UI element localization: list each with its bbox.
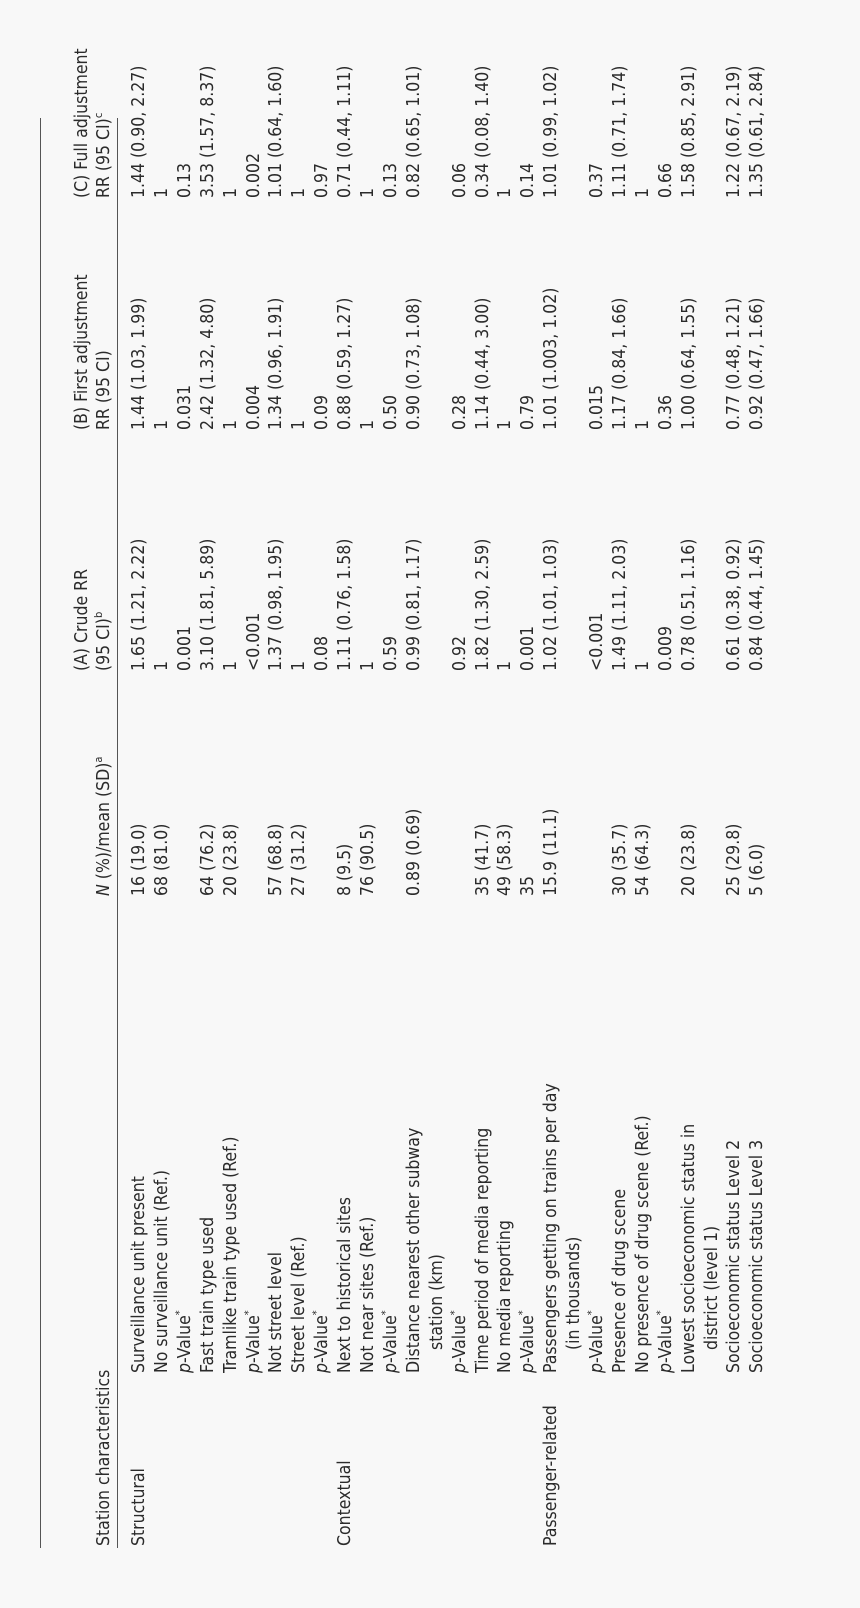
n-value: 8 (9.5) xyxy=(335,843,356,896)
n-value: 30 (35.7) xyxy=(609,823,630,896)
table-row xyxy=(494,0,516,1608)
n-value: 25 (29.8) xyxy=(724,823,745,896)
n-value: 5 (6.0) xyxy=(747,843,768,896)
pvalue-rest: -Value xyxy=(449,1315,470,1363)
first-adjustment-value: 0.36 xyxy=(655,394,676,430)
crude-rr-value: 0.92 xyxy=(449,635,470,671)
pvalue-star: * xyxy=(310,1310,324,1316)
crude-rr-value: 0.78 (0.51, 1.16) xyxy=(678,538,699,671)
crude-rr-value: 1 xyxy=(495,660,516,671)
full-adjustment-value: 1.01 (0.99, 1.02) xyxy=(541,65,562,198)
pvalue-star: * xyxy=(585,1310,599,1316)
row-label: Lowest socioeconomic status in xyxy=(678,1123,699,1373)
row-label: (in thousands) xyxy=(564,1236,585,1350)
header-first-line1: (B) First adjustment xyxy=(72,274,92,430)
header-crude-sup: b xyxy=(92,611,106,619)
crude-rr-value: 0.84 (0.44, 1.45) xyxy=(747,538,768,671)
first-adjustment-value: 1 xyxy=(495,419,516,430)
first-adjustment-value: 1 xyxy=(358,419,378,430)
crude-rr-value: 1.37 (0.98, 1.95) xyxy=(266,538,287,671)
table-row xyxy=(151,0,173,1608)
row-label: Not street level xyxy=(266,1251,287,1373)
pvalue-label xyxy=(449,1310,471,1373)
row-label: district (level 1) xyxy=(701,1225,722,1350)
full-adjustment-value: 1.35 (0.61, 2.84) xyxy=(747,65,768,198)
crude-rr-value: <0.001 xyxy=(243,612,264,671)
row-label: Presence of drug scene xyxy=(609,1188,630,1373)
first-adjustment-value: 1.00 (0.64, 1.55) xyxy=(678,297,699,430)
header-crude-line2 xyxy=(93,569,115,671)
pvalue-label xyxy=(655,1310,677,1373)
table-row xyxy=(632,0,654,1608)
n-value: 68 (81.0) xyxy=(151,823,172,896)
full-adjustment-value: 1.22 (0.67, 2.19) xyxy=(724,65,745,198)
header-n-sup: a xyxy=(92,756,106,763)
full-adjustment-value: 1.44 (0.90, 2.27) xyxy=(129,65,149,198)
row-label: Passengers getting on trains per day xyxy=(541,1083,562,1373)
pvalue-star: * xyxy=(653,1310,667,1316)
crude-rr-value: 0.61 (0.38, 0.92) xyxy=(724,538,745,671)
first-adjustment-value: 0.004 xyxy=(243,384,264,430)
full-adjustment-value: 0.37 xyxy=(587,162,607,198)
pvalue-rest: -Value xyxy=(518,1315,539,1363)
pvalue-star: * xyxy=(172,1310,186,1316)
header-first-line2: RR (95 CI) xyxy=(94,350,114,430)
first-adjustment-value: 0.015 xyxy=(587,384,607,430)
row-label: Time period of media reporting xyxy=(472,1127,493,1373)
table-row xyxy=(357,0,379,1608)
pvalue-p: p xyxy=(312,1363,333,1373)
header-station-characteristics: Station characteristics xyxy=(94,1369,114,1546)
full-adjustment-value: 1.01 (0.64, 1.60) xyxy=(266,65,287,198)
header-rule xyxy=(117,118,118,1548)
row-label: No presence of drug scene (Ref.) xyxy=(632,1115,653,1373)
crude-rr-value: 1 xyxy=(289,660,310,671)
n-value: 35 (41.7) xyxy=(472,823,493,896)
pvalue-p: p xyxy=(587,1363,607,1373)
crude-rr-value: 1 xyxy=(632,660,653,671)
table-row xyxy=(563,0,585,1608)
n-value: 49 (58.3) xyxy=(495,823,516,896)
n-value: 0.89 (0.69) xyxy=(403,808,424,896)
n-value: 15.9 (11.1) xyxy=(541,808,562,896)
table-row xyxy=(128,0,150,1608)
full-adjustment-value: 0.82 (0.65, 1.01) xyxy=(403,65,424,198)
first-adjustment-value: 1.34 (0.96, 1.91) xyxy=(266,297,287,430)
crude-rr-value: 1 xyxy=(151,660,172,671)
header-full-sup: c xyxy=(92,112,106,119)
header-crude-rr xyxy=(71,569,115,671)
pvalue-rest: -Value xyxy=(655,1315,676,1363)
table-row xyxy=(334,0,356,1608)
n-value: 20 (23.8) xyxy=(678,823,699,896)
row-label: Not near sites (Ref.) xyxy=(358,1216,378,1373)
header-n-italic: N xyxy=(94,884,114,896)
crude-rr-value: 0.59 xyxy=(380,635,401,671)
full-adjustment-value: 1 xyxy=(358,187,378,198)
crude-rr-value: 0.99 (0.81, 1.17) xyxy=(403,538,424,671)
pvalue-rest: -Value xyxy=(174,1315,195,1363)
table-row xyxy=(288,0,310,1608)
row-label: Fast train type used xyxy=(197,1216,218,1373)
pvalue-p: p xyxy=(174,1363,195,1373)
header-full-ci: RR (95 CI) xyxy=(94,118,114,198)
crude-rr-value: 0.001 xyxy=(174,625,195,671)
header-n-rest: (%)/mean (SD) xyxy=(94,762,114,885)
crude-rr-value: 3.10 (1.81, 5.89) xyxy=(197,538,218,671)
row-label: Socioeconomic status Level 3 xyxy=(747,1139,768,1373)
pvalue-star: * xyxy=(447,1310,461,1316)
group-label: Passenger-related xyxy=(541,1405,562,1546)
pvalue-star: * xyxy=(379,1310,393,1316)
first-adjustment-value: 0.90 (0.73, 1.08) xyxy=(403,297,424,430)
table-row xyxy=(220,0,242,1608)
full-adjustment-value: 1 xyxy=(151,187,172,198)
table-row xyxy=(197,0,219,1608)
table-row xyxy=(655,0,677,1608)
pvalue-rest: -Value xyxy=(312,1315,333,1363)
pvalue-label xyxy=(243,1310,265,1373)
header-full-line1: (C) Full adjustment xyxy=(72,48,92,198)
first-adjustment-value: 1.17 (0.84, 1.66) xyxy=(609,297,630,430)
pvalue-p: p xyxy=(380,1363,401,1373)
table-row xyxy=(540,0,562,1608)
crude-rr-value: 0.08 xyxy=(312,635,333,671)
crude-rr-value: 0.009 xyxy=(655,625,676,671)
full-adjustment-value: 1 xyxy=(220,187,241,198)
table-row xyxy=(746,0,768,1608)
table-row xyxy=(426,0,448,1608)
table-row xyxy=(174,0,196,1608)
full-adjustment-value: 1 xyxy=(495,187,516,198)
pvalue-p: p xyxy=(655,1363,676,1373)
crude-rr-value: 1.82 (1.30, 2.59) xyxy=(472,538,493,671)
first-adjustment-value: 0.09 xyxy=(312,394,333,430)
n-value: 27 (31.2) xyxy=(289,823,310,896)
pvalue-label xyxy=(586,1310,608,1373)
crude-rr-value: 1.11 (0.76, 1.58) xyxy=(335,538,356,671)
pvalue-star: * xyxy=(241,1310,255,1316)
header-crude-ci: (95 CI) xyxy=(94,618,114,671)
header-first-adjustment xyxy=(71,274,115,430)
header-full-line2 xyxy=(93,48,115,198)
first-adjustment-value: 2.42 (1.32, 4.80) xyxy=(197,297,218,430)
full-adjustment-value: 0.71 (0.44, 1.11) xyxy=(335,65,356,198)
pvalue-rest: -Value xyxy=(380,1315,401,1363)
pvalue-label xyxy=(517,1310,539,1373)
table-row xyxy=(311,0,333,1608)
first-adjustment-value: 0.77 (0.48, 1.21) xyxy=(724,297,745,430)
full-adjustment-value: 3.53 (1.57, 8.37) xyxy=(197,65,218,198)
full-adjustment-value: 1 xyxy=(289,187,310,198)
table-row xyxy=(723,0,745,1608)
row-label: Next to historical sites xyxy=(335,1197,356,1373)
crude-rr-value: 1.02 (1.01, 1.03) xyxy=(541,538,562,671)
table-row xyxy=(678,0,700,1608)
n-value: 20 (23.8) xyxy=(220,823,241,896)
crude-rr-value: 1 xyxy=(358,660,378,671)
n-value: 54 (64.3) xyxy=(632,823,653,896)
n-value: 76 (90.5) xyxy=(358,823,378,896)
row-label: Surveillance unit present xyxy=(129,1176,149,1373)
full-adjustment-value: 0.14 xyxy=(518,162,539,198)
table-row xyxy=(403,0,425,1608)
full-adjustment-value: 1.11 (0.71, 1.74) xyxy=(609,65,630,198)
top-rule xyxy=(40,118,41,1548)
first-adjustment-value: 1 xyxy=(632,419,653,430)
full-adjustment-value: 0.002 xyxy=(243,152,264,198)
pvalue-rest: -Value xyxy=(243,1315,264,1363)
full-adjustment-value: 1 xyxy=(632,187,653,198)
full-adjustment-value: 0.13 xyxy=(380,162,401,198)
pvalue-label xyxy=(380,1310,402,1373)
first-adjustment-value: 0.88 (0.59, 1.27) xyxy=(335,297,356,430)
table-row xyxy=(449,0,471,1608)
row-label: No surveillance unit (Ref.) xyxy=(151,1169,172,1373)
group-label: Structural xyxy=(129,1468,149,1546)
table-row xyxy=(701,0,723,1608)
n-value: 16 (19.0) xyxy=(129,823,149,896)
full-adjustment-value: 0.66 xyxy=(655,162,676,198)
crude-rr-value: 1 xyxy=(220,660,241,671)
n-value: 35 xyxy=(518,875,539,896)
crude-rr-value: 1.49 (1.11, 2.03) xyxy=(609,538,630,671)
full-adjustment-value: 0.13 xyxy=(174,162,195,198)
pvalue-rest: -Value xyxy=(587,1315,607,1363)
header-full-adjustment xyxy=(71,48,115,198)
first-adjustment-value: 0.031 xyxy=(174,384,195,430)
first-adjustment-value: 0.92 (0.47, 1.66) xyxy=(747,297,768,430)
first-adjustment-value: 1.14 (0.44, 3.00) xyxy=(472,297,493,430)
pvalue-star: * xyxy=(516,1310,530,1316)
crude-rr-value: <0.001 xyxy=(587,612,607,671)
first-adjustment-value: 1 xyxy=(289,419,310,430)
header-n-mean xyxy=(93,757,115,896)
table-row xyxy=(609,0,631,1608)
group-label: Contextual xyxy=(335,1460,356,1546)
first-adjustment-value: 1.44 (1.03, 1.99) xyxy=(129,297,149,430)
row-label: station (km) xyxy=(426,1254,447,1350)
table-row xyxy=(472,0,494,1608)
row-label: Street level (Ref.) xyxy=(289,1236,310,1373)
first-adjustment-value: 0.79 xyxy=(518,394,539,430)
first-adjustment-value: 1 xyxy=(151,419,172,430)
row-label: Distance nearest other subway xyxy=(403,1127,424,1373)
crude-rr-value: 0.001 xyxy=(518,625,539,671)
first-adjustment-value: 1 xyxy=(220,419,241,430)
n-value: 57 (68.8) xyxy=(266,823,287,896)
full-adjustment-value: 0.97 xyxy=(312,162,333,198)
pvalue-label xyxy=(174,1310,196,1373)
table-row xyxy=(517,0,539,1608)
table-row xyxy=(243,0,265,1608)
first-adjustment-value: 0.50 xyxy=(380,394,401,430)
first-adjustment-value: 0.28 xyxy=(449,394,470,430)
pvalue-p: p xyxy=(518,1363,539,1373)
table-row xyxy=(380,0,402,1608)
pvalue-p: p xyxy=(243,1363,264,1373)
row-label: No media reporting xyxy=(495,1220,516,1373)
crude-rr-value: 1.65 (1.21, 2.22) xyxy=(129,538,149,671)
table-row xyxy=(586,0,608,1608)
pvalue-label xyxy=(311,1310,333,1373)
full-adjustment-value: 0.06 xyxy=(449,162,470,198)
first-adjustment-value: 1.01 (1.003, 1.02) xyxy=(541,287,562,430)
n-value: 64 (76.2) xyxy=(197,823,218,896)
full-adjustment-value: 0.34 (0.08, 1.40) xyxy=(472,65,493,198)
pvalue-p: p xyxy=(449,1363,470,1373)
full-adjustment-value: 1.58 (0.85, 2.91) xyxy=(678,65,699,198)
row-label: Tramlike train type used (Ref.) xyxy=(220,1136,241,1373)
row-label: Socioeconomic status Level 2 xyxy=(724,1139,745,1373)
header-crude-line1: (A) Crude RR xyxy=(72,568,92,671)
table-row xyxy=(265,0,287,1608)
